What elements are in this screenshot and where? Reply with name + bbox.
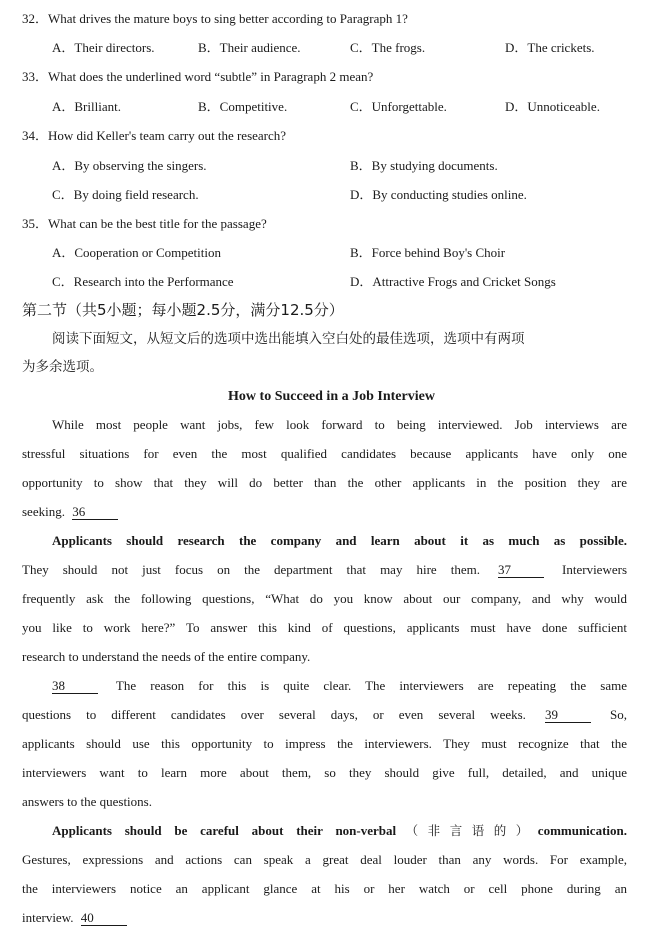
p3-text-2b: So, bbox=[610, 707, 628, 722]
p2-text-1a: They should not just focus on the department that may hire them. bbox=[22, 562, 480, 577]
q35-option-c: C．Research into the Performance bbox=[52, 274, 234, 289]
q35-option-a: A．Cooperation or Competition bbox=[52, 245, 221, 260]
blank-40[interactable]: 40 bbox=[81, 910, 127, 926]
paragraph-2-heading bbox=[22, 526, 627, 555]
paragraph-1-line-1 bbox=[22, 410, 627, 439]
q33-option-b: B．Competitive. bbox=[198, 99, 288, 114]
paragraph-4-line-2: the interviewers notice an applicant glance at his or her watch or cell phone during an bbox=[22, 881, 627, 896]
q34-option-c: C．By doing field research. bbox=[52, 187, 199, 202]
paragraph-3-line-2 bbox=[22, 700, 627, 729]
passage-title: How to Succeed in a Job Interview bbox=[228, 389, 435, 404]
paragraph-4-heading bbox=[22, 816, 627, 845]
q34-option-b: B．By studying documents. bbox=[350, 158, 498, 173]
p2-text-1b: Interviewers bbox=[562, 562, 627, 577]
p4-text-3: interview. bbox=[22, 910, 74, 925]
paragraph-4-line-3 bbox=[22, 903, 627, 932]
paragraph-3-line-1 bbox=[22, 671, 627, 700]
paragraph-2-line-3: you like to work here?” To answer this kind of questions, applicants must have done sufficient bbox=[22, 620, 627, 635]
blank-37[interactable]: 37 bbox=[498, 562, 544, 578]
blank-38[interactable]: 38 bbox=[52, 678, 98, 694]
paragraph-2-line-4: research to understand the needs of the entire company. bbox=[22, 649, 311, 664]
q35-option-d: D．Attractive Frogs and Cricket Songs bbox=[350, 274, 556, 289]
p1-text-4: seeking. bbox=[22, 504, 65, 519]
q33-option-d: D．Unnoticeable. bbox=[505, 99, 600, 114]
paragraph-1-line-4 bbox=[22, 497, 627, 526]
p3-text-2a: questions to different candidates over several days, or even several weeks. bbox=[22, 707, 526, 722]
question-32-stem: 32．What drives the mature boys to sing better according to Paragraph 1? bbox=[22, 11, 408, 26]
question-33-stem: 33．What does the underlined word “subtle” in Paragraph 2 mean? bbox=[22, 69, 374, 84]
p4-heading-a: Applicants should be careful about their non-verbal bbox=[52, 823, 397, 838]
q32-option-c: C．The frogs. bbox=[350, 40, 426, 55]
paragraph-2-line-1 bbox=[22, 555, 627, 584]
q33-option-c: C．Unforgettable. bbox=[350, 99, 447, 114]
p2-heading-text: Applicants should research the company and learn about it as much as possible. bbox=[52, 533, 627, 548]
paragraph-1-line-3: opportunity to show that they will do better than the other applicants in the position they are bbox=[22, 475, 627, 490]
p4-heading-b: communication. bbox=[537, 823, 627, 838]
paragraph-4-line-1: Gestures, expressions and actions can speak a great deal louder than any words. For example, bbox=[22, 852, 627, 867]
section-instruction-line-1: 阅读下面短文，从短文后的选项中选出能填入空白处的最佳选项，选项中有两项 bbox=[52, 331, 525, 347]
q34-option-a: A．By observing the singers. bbox=[52, 158, 207, 173]
q32-option-d: D．The crickets. bbox=[505, 40, 595, 55]
q32-option-b: B．Their audience. bbox=[198, 40, 301, 55]
q34-option-d: D．By conducting studies online. bbox=[350, 187, 527, 202]
paragraph-1-line-2: stressful situations for even the most qualified candidates because applicants have only one bbox=[22, 446, 627, 461]
question-34-stem: 34．How did Keller's team carry out the research? bbox=[22, 128, 287, 143]
p4-heading-cn: （非言语的） bbox=[396, 823, 538, 838]
blank-39[interactable]: 39 bbox=[545, 707, 591, 723]
p3-text-1: The reason for this is quite clear. The interviewers are repeating the same bbox=[115, 678, 628, 693]
blank-36[interactable]: 36 bbox=[72, 504, 118, 520]
question-35-stem: 35．What can be the best title for the passage? bbox=[22, 216, 267, 231]
q33-option-a: A．Brilliant. bbox=[52, 99, 121, 114]
p1-text-1: While most people want jobs, few look forward to being interviewed. Job interviews are bbox=[52, 417, 627, 432]
q35-option-b: B．Force behind Boy's Choir bbox=[350, 245, 506, 260]
paragraph-3-line-5: answers to the questions. bbox=[22, 794, 152, 809]
section-heading: 第二节（共5小题；每小题2.5分，满分12.5分） bbox=[22, 301, 344, 319]
q32-option-a: A．Their directors. bbox=[52, 40, 155, 55]
paragraph-3-line-3: applicants should use this opportunity to impress the interviewers. They must recognize that the bbox=[22, 736, 627, 751]
paragraph-3-line-4: interviewers want to learn more about them, so they should give full, detailed, and unique bbox=[22, 765, 627, 780]
section-instruction-line-2: 为多余选项。 bbox=[22, 359, 103, 375]
paragraph-2-line-2: frequently ask the following questions, “What do you know about our company, and why would bbox=[22, 591, 627, 606]
